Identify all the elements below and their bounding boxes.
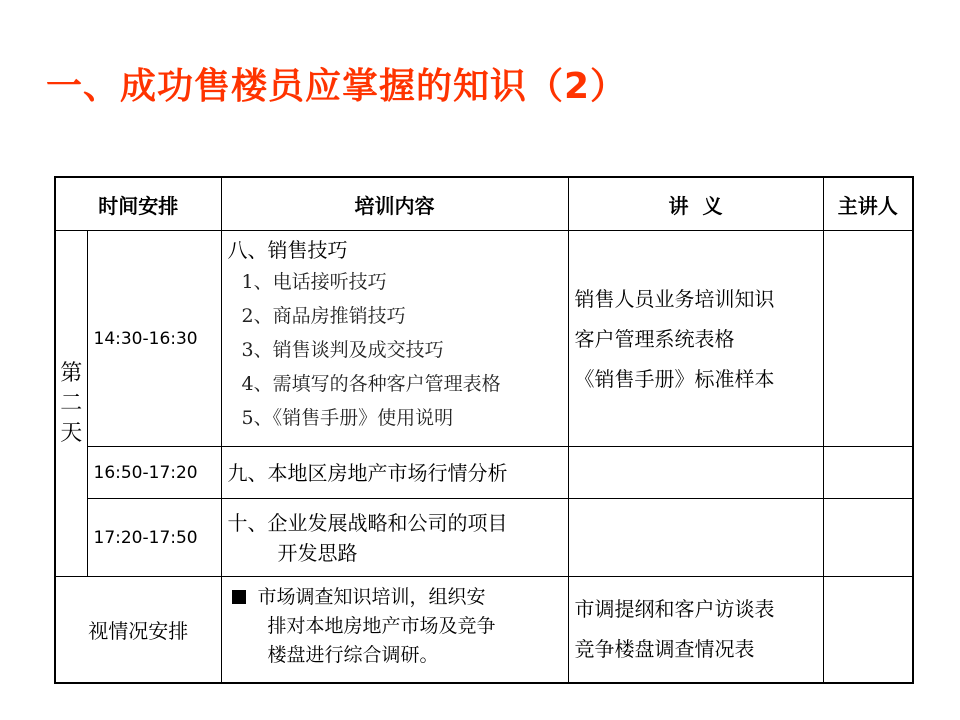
header-row: [55, 177, 913, 231]
square-bullet-icon: [232, 590, 246, 604]
material-item: 市调提纲和客户访谈表: [574, 597, 775, 622]
speaker-cell: [823, 447, 913, 499]
context-label: 视情况安排: [55, 577, 221, 683]
section-title: 九、本地区房地产市场行情分析: [227, 460, 508, 485]
bullet-line: [232, 583, 568, 612]
content-cell: [221, 499, 568, 577]
materials-cell: [568, 577, 823, 683]
slide-title: 一、成功售楼员应掌握的知识（2）: [46, 66, 628, 107]
day-char: 天: [60, 420, 83, 446]
day-label: [55, 231, 87, 577]
bullet-text: 楼盘进行综合调研。: [267, 644, 439, 666]
content-cell: [221, 447, 568, 499]
table-row: [55, 499, 913, 577]
table-row: [55, 231, 913, 447]
time-slot: 16:50-17:20: [87, 447, 221, 499]
day-char: 第: [60, 360, 83, 386]
bullet-text: 市场调查知识培训，组织安: [257, 586, 486, 608]
speaker-cell: [823, 499, 913, 577]
list-item: 1、电话接听技巧: [241, 271, 387, 293]
material-item: 竞争楼盘调查情况表: [574, 637, 755, 662]
list-item: 5、《销售手册》使用说明: [241, 407, 454, 429]
table-row: [55, 447, 913, 499]
list-item: 4、需填写的各种客户管理表格: [241, 373, 501, 395]
header-materials: 讲 义: [568, 177, 823, 231]
header-content: 培训内容: [221, 177, 568, 231]
speaker-cell: [823, 231, 913, 447]
list-item: 3、销售谈判及成交技巧: [241, 339, 444, 361]
header-time: 时间安排: [55, 177, 221, 231]
time-slot: 14:30-16:30: [87, 231, 221, 447]
list-item: 2、商品房推销技巧: [241, 305, 406, 327]
section-title: 八、销售技巧: [227, 238, 348, 262]
training-schedule-table: [54, 176, 914, 684]
content-cell: [221, 231, 568, 447]
section-title: 十、企业发展战略和公司的项目: [227, 510, 508, 535]
bullet-text: 排对本地房地产市场及竞争: [267, 615, 496, 637]
material-item: 销售人员业务培训知识: [574, 286, 775, 311]
material-item: 客户管理系统表格: [574, 326, 735, 351]
section-title-cont: 开发思路: [277, 540, 358, 565]
materials-cell: [568, 447, 823, 499]
time-slot: 17:20-17:50: [87, 499, 221, 577]
speaker-cell: [823, 577, 913, 683]
header-speaker: 主讲人: [823, 177, 913, 231]
material-item: 《销售手册》标准样本: [574, 366, 775, 391]
content-cell: [221, 577, 568, 683]
table-row: [55, 577, 913, 683]
day-char: 二: [60, 390, 83, 416]
materials-cell: [568, 231, 823, 447]
materials-cell: [568, 499, 823, 577]
